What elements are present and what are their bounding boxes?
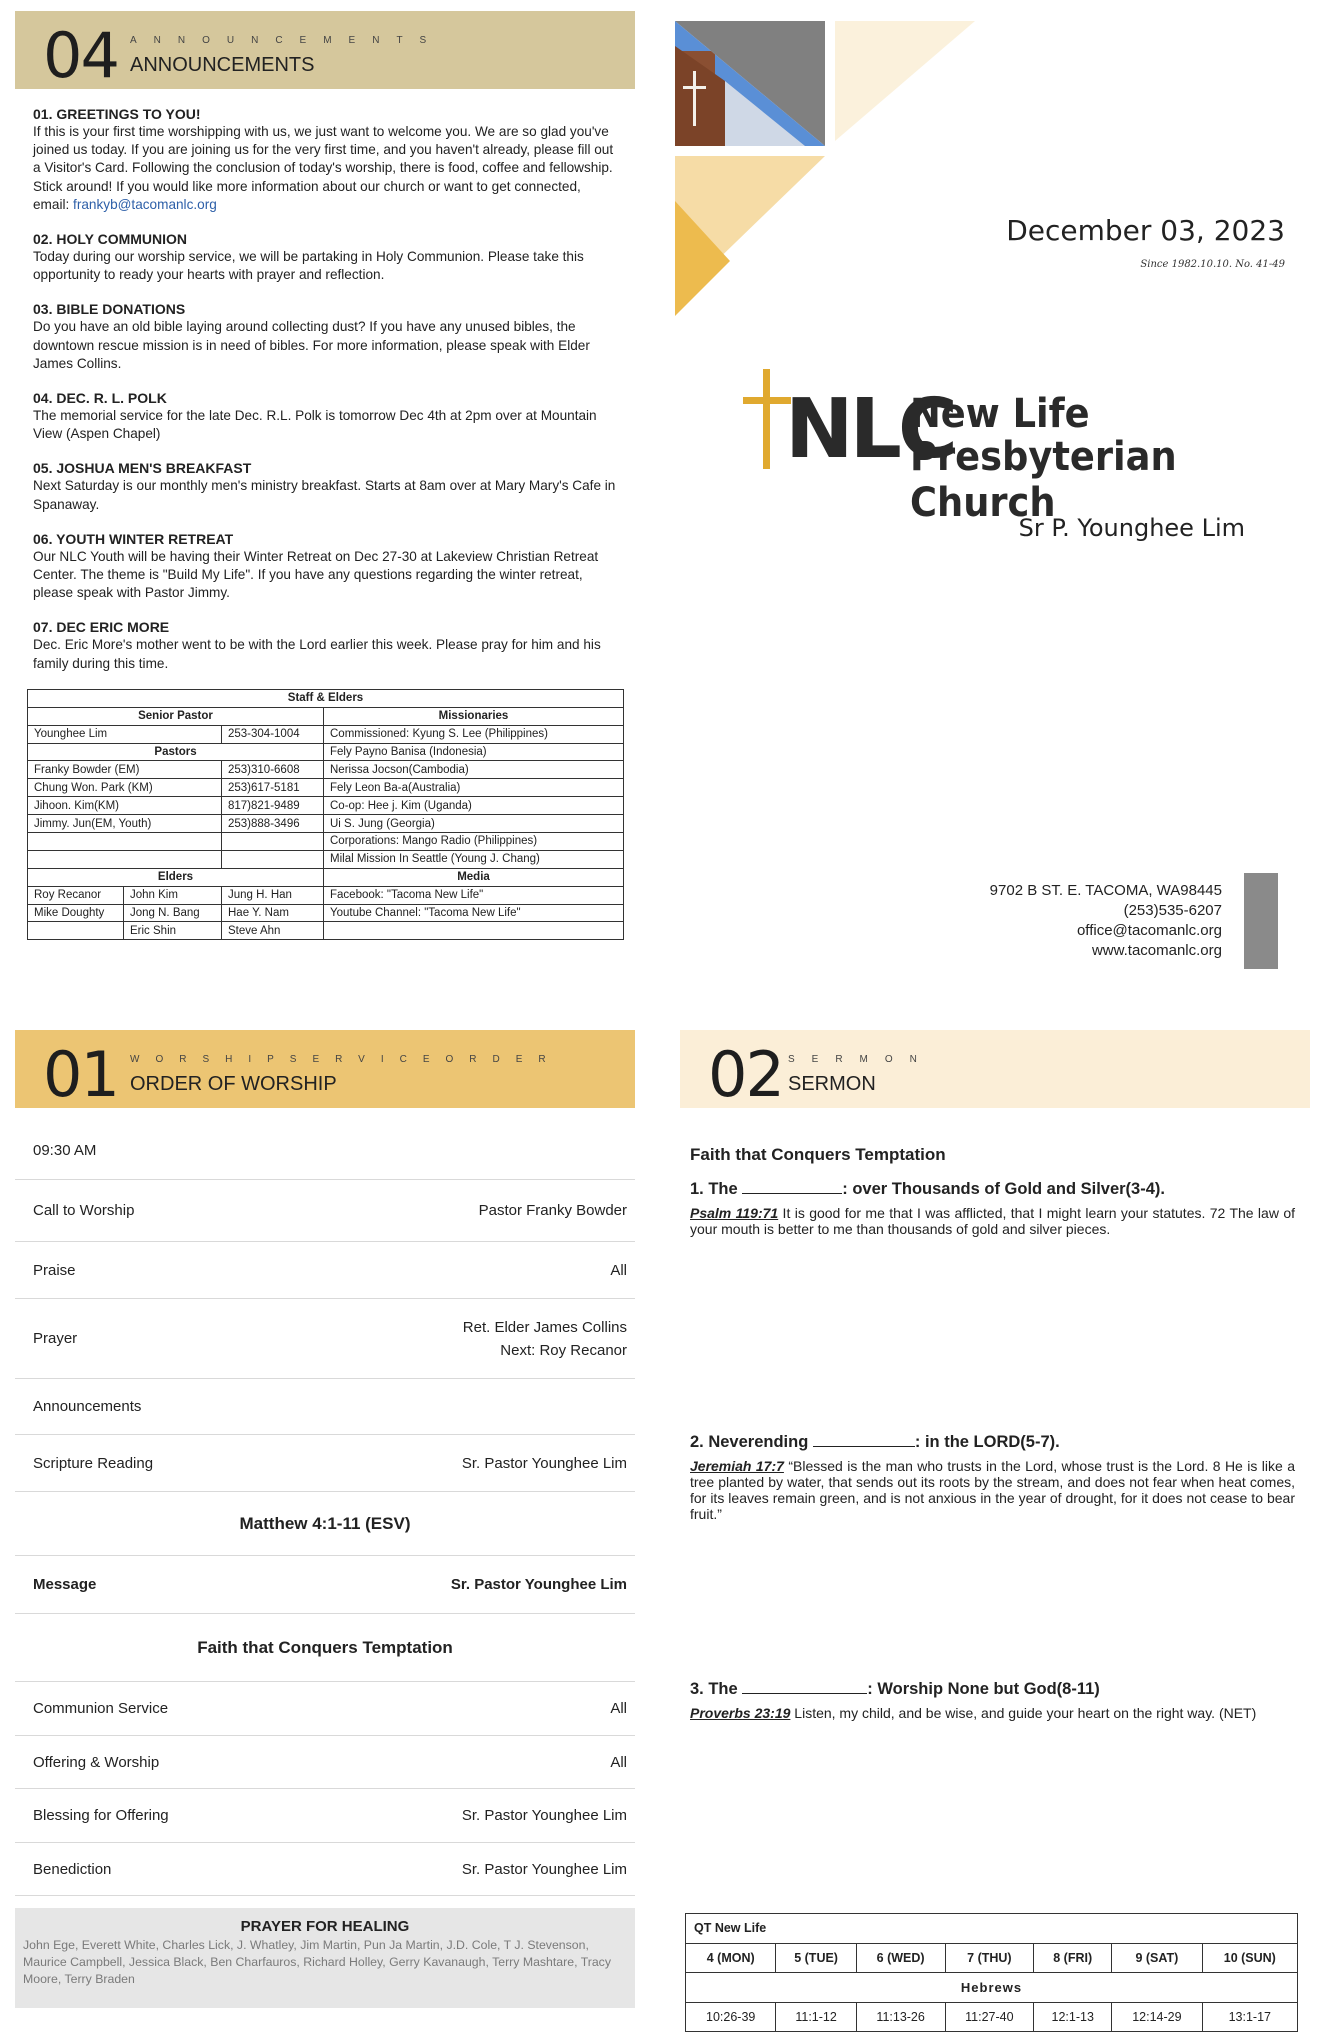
order-leader: All (610, 1753, 627, 1771)
order-label: Message (33, 1576, 97, 1593)
announcements-header (15, 11, 635, 92)
elder-name: Jong N. Bang (124, 904, 222, 922)
address-bar (1244, 873, 1278, 969)
order-label: Communion Service (33, 1700, 169, 1717)
announcement-list (15, 89, 635, 673)
website-link[interactable]: www.tacomanlc.org (1091, 942, 1222, 959)
missionary: Milal Mission In Seattle (Young J. Chang) (324, 850, 624, 868)
order-leader: Sr. Pastor Younghee Lim (450, 1576, 627, 1593)
scripture-ref: Jeremiah 17:7 (690, 1458, 784, 1474)
missionary: Fely Leon Ba-a(Australia) (324, 779, 624, 797)
sermon-main-title: Faith that Conquers Temptation (690, 1145, 946, 1164)
church-name-line1: New Life (910, 391, 1090, 437)
church-logo: NLC (785, 382, 955, 477)
announcement-heading: 06. YOUTH WINTER RETREAT (33, 530, 234, 547)
elder-name: Hae Y. Nam (222, 904, 324, 922)
media-label: Media (324, 868, 624, 886)
address-line: 9702 B ST. E. TACOMA, WA98445 (989, 882, 1222, 899)
healing-names: John Ege, Everett White, Charles Lick, J. Whatley, Jim Martin, Pun Ja Martin, J.D. Cole, T J. Stevenson, Maurice Campbell, Jessica Black, Ben Charfauros, Richard Holley, Gerry Kavanaugh, Terry Mashtare, Tracy Moore, Terry Braden (23, 1938, 611, 1986)
announcement-body (33, 407, 617, 443)
order-label: Prayer (33, 1330, 78, 1347)
order-label: Offering & Worship (33, 1753, 160, 1771)
senior-pastor-label: Senior Pastor (28, 707, 324, 725)
pastors-label: Pastors (28, 743, 324, 761)
order-label: Blessing for Offering (33, 1807, 169, 1824)
elder-name: Steve Ahn (222, 922, 324, 940)
point-suffix: : in the LORD(5-7). (914, 1433, 1060, 1451)
media-item (324, 922, 624, 940)
qt-day: 10 (SUN) (1202, 1943, 1297, 1973)
announcement-item (33, 459, 617, 513)
empty-cell (222, 832, 324, 850)
elder-name: John Kim (124, 886, 222, 904)
missionary: Corporations: Mango Radio (Philippines) (324, 832, 624, 850)
staff-elders-table (27, 689, 624, 940)
media-item: Youtube Channel: "Tacoma New Life" (324, 904, 624, 922)
order-row (15, 1180, 635, 1242)
announcement-text: Do you have an old bible laying around collecting dust? If you have any unused bibles, the downtown rescue mission is in need of bibles. For more information, please speak with Elder James Collins. (33, 319, 590, 371)
qt-day: 6 (WED) (856, 1943, 945, 1973)
order-row (15, 1789, 635, 1843)
point-heading (690, 1180, 1295, 1199)
section-spaced-title: ANNOUNCEMENTS (130, 35, 444, 46)
staff-phone: 253-304-1004 (222, 725, 324, 743)
church-address (990, 881, 1222, 961)
order-leader: Sr. Pastor Younghee Lim (461, 1860, 627, 1878)
qt-day: 4 (MON) (686, 1943, 776, 1973)
order-label: Benediction (33, 1860, 112, 1878)
announcements-panel (15, 11, 635, 996)
qt-reading: 12:14-29 (1112, 2002, 1202, 2032)
announcement-item (33, 389, 617, 443)
point-scripture (690, 1705, 1295, 1721)
empty-cell (28, 832, 222, 850)
announcement-heading: 04. DEC. R. L. POLK (33, 390, 167, 407)
qt-day: 5 (TUE) (776, 1943, 856, 1973)
church-name-line2: Presbyterian Church (910, 434, 1177, 526)
prayer-for-healing (15, 1908, 635, 2008)
section-title: SERMON (788, 1073, 876, 1095)
leader-line: Next: Roy Recanor (500, 1341, 627, 1359)
staff-phone: 253)617-5181 (222, 779, 324, 797)
worship-header (15, 1030, 635, 1111)
media-item: Facebook: "Tacoma New Life" (324, 886, 624, 904)
staff-name: Chung Won. Park (KM) (28, 779, 222, 797)
staff-name: Franky Bowder (EM) (28, 761, 222, 779)
fill-in-blank[interactable] (813, 1433, 915, 1447)
empty-cell (28, 850, 222, 868)
scripture-text: Listen, my child, and be wise, and guide your heart on the right way. (NET) (790, 1705, 1257, 1721)
section-number: 01 (43, 1038, 118, 1111)
point-prefix: 2. Neverending (690, 1433, 813, 1451)
announcement-text: Our NLC Youth will be having their Winter Retreat on Dec 27-30 at Lakeview Christian Retreat Center. The theme is "Build My Life". If you have any questions regarding the winter retreat, please speak with Pastor Jimmy. (33, 548, 599, 601)
announcement-body (33, 636, 617, 672)
announcement-heading: 05. JOSHUA MEN'S BREAKFAST (33, 460, 252, 477)
announcement-body (33, 477, 617, 513)
point-prefix: 3. The (690, 1680, 743, 1698)
staff-phone: 253)888-3496 (222, 815, 324, 833)
order-label: Scripture Reading (33, 1454, 154, 1472)
announcement-text: If this is your first time worshipping with us, we just want to welcome you. We are so glad you've joined us today. If you are joining us for the very first time, and you haven't already, please fill out a Visitor's Card. Following the conclusion of today's worship, there is food, coffee and fellowship. Stick around! If you would like more information about our church or want to get connected, email: (33, 124, 614, 212)
order-row-message (15, 1556, 635, 1614)
since-info: Since 1982.10.10. No. 41-49 (1140, 259, 1285, 270)
fill-in-blank[interactable] (742, 1180, 842, 1194)
missionary: Nerissa Jocson(Cambodia) (324, 761, 624, 779)
missionary: Fely Payno Banisa (Indonesia) (324, 743, 624, 761)
fill-in-blank[interactable] (742, 1680, 867, 1694)
announcement-heading: 07. DEC ERIC MORE (33, 619, 170, 636)
order-row (15, 1736, 635, 1789)
announcement-item (33, 530, 617, 603)
staff-phone: 817)821-9489 (222, 797, 324, 815)
elder-name: Roy Recanor (28, 886, 124, 904)
qt-reading: 13:1-17 (1202, 2002, 1297, 2032)
scripture-text: It is good for me that I was afflicted, that I might learn your statutes. 72 The law of your mouth is better to me than thousands of gold and silver pieces. (690, 1205, 1295, 1237)
qt-reading: 12:1-13 (1034, 2002, 1112, 2032)
sermon-panel (680, 1030, 1310, 2030)
order-leader: Sr. Pastor Younghee Lim (461, 1807, 627, 1824)
missionary: Commissioned: Kyung S. Lee (Philippines) (324, 725, 624, 743)
announcement-heading: 03. BIBLE DONATIONS (33, 301, 186, 318)
cream-triangle (835, 21, 975, 141)
staff-phone: 253)310-6608 (222, 761, 324, 779)
point-suffix: : Worship None but God(8-11) (867, 1680, 1100, 1698)
section-spaced-title: SERMON (788, 1054, 934, 1065)
email-link[interactable]: frankyb@tacomanlc.org (73, 196, 217, 212)
email-link[interactable]: office@tacomanlc.org (1076, 922, 1222, 939)
order-row (15, 1682, 635, 1736)
staff-name: Jihoon. Kim(KM) (28, 797, 222, 815)
sermon-point (690, 1180, 1295, 1237)
scripture-reference: Matthew 4:1-11 (ESV) (15, 1492, 635, 1556)
cover-panel (675, 11, 1305, 996)
announcement-body (33, 123, 617, 214)
qt-reading: 11:1-12 (776, 2002, 856, 2032)
order-row (15, 1435, 635, 1492)
announcement-item (33, 105, 617, 214)
elder-name: Eric Shin (124, 922, 222, 940)
order-leader: Sr. Pastor Younghee Lim (461, 1454, 627, 1472)
order-label: Call to Worship (33, 1202, 135, 1219)
elders-label: Elders (28, 868, 324, 886)
announcement-heading: 02. HOLY COMMUNION (33, 231, 188, 248)
bulletin-date: December 03, 2023 (1006, 214, 1285, 247)
sermon-point (690, 1433, 1295, 1522)
order-leader: All (610, 1261, 627, 1279)
section-spaced-title: WORSHIPSERVICEORDER (130, 1054, 562, 1065)
elder-name: Jung H. Han (222, 886, 324, 904)
announcement-text: Next Saturday is our monthly men's ministry breakfast. Starts at 8am over at Mary Mary's Cafe in Spanaway. (33, 478, 616, 512)
service-time: 09:30 AM (15, 1122, 635, 1180)
scripture-ref: Psalm 119:71 (690, 1205, 779, 1221)
point-suffix: : over Thousands of Gold and Silver(3-4). (842, 1180, 1165, 1198)
qt-reading: 11:27-40 (945, 2002, 1034, 2032)
order-row (15, 1242, 635, 1299)
order-label: Praise (33, 1261, 76, 1279)
missionary: Ui S. Jung (Georgia) (324, 815, 624, 833)
missionaries-label: Missionaries (324, 707, 624, 725)
qt-day: 9 (SAT) (1112, 1943, 1202, 1973)
sermon-title: Faith that Conquers Temptation (15, 1614, 635, 1682)
cover-graphic (675, 11, 985, 321)
empty-cell (222, 850, 324, 868)
announcement-item (33, 300, 617, 373)
worship-panel (15, 1030, 635, 2030)
announcement-body (33, 248, 617, 284)
sermon-header (680, 1030, 1310, 1111)
qt-days-row (686, 1943, 1298, 1973)
scripture-text: “Blessed is the man who trusts in the Lord, whose trust is the Lord. 8 He is like a tree planted by water, that sends out its roots by the stream, and does not fear when heat comes, for its leaves remain green, and is not anxious in the year of drought, for it does not cease to bear fruit.” (690, 1458, 1295, 1522)
announcement-item (33, 230, 617, 284)
point-scripture (690, 1205, 1295, 1237)
order-leader: All (610, 1700, 627, 1717)
qt-book: Hebrews (686, 1973, 1298, 2003)
section-title: ANNOUNCEMENTS (130, 54, 315, 76)
staff-name: Jimmy. Jun(EM, Youth) (28, 815, 222, 833)
announcement-text: The memorial service for the late Dec. R.L. Polk is tomorrow Dec 4th at 2pm over at Mountain View (Aspen Chapel) (33, 408, 597, 442)
order-row (15, 1379, 635, 1435)
order-row (15, 1843, 635, 1896)
announcement-text: Dec. Eric More's mother went to be with the Lord earlier this week. Please pray for him and his family during this time. (33, 637, 601, 671)
order-leader (463, 1316, 627, 1362)
order-label: Announcements (33, 1398, 142, 1415)
announcement-item (33, 618, 617, 672)
senior-pastor-name: Sr P. Younghee Lim (1018, 514, 1245, 542)
order-row (15, 1299, 635, 1379)
point-scripture (690, 1458, 1295, 1522)
qt-day: 8 (FRI) (1034, 1943, 1112, 1973)
point-heading (690, 1680, 1295, 1699)
qt-reading: 11:13-26 (856, 2002, 945, 2032)
missionary: Co-op: Hee j. Kim (Uganda) (324, 797, 624, 815)
healing-title: PRAYER FOR HEALING (240, 1918, 410, 1935)
qt-day: 7 (THU) (945, 1943, 1034, 1973)
elder-name: Mike Doughty (28, 904, 124, 922)
leader-line: Ret. Elder James Collins (462, 1318, 627, 1336)
elder-name (28, 922, 124, 940)
section-title: ORDER OF WORSHIP (130, 1073, 337, 1095)
staff-name: Younghee Lim (28, 725, 222, 743)
qt-reading: 10:26-39 (686, 2002, 776, 2032)
qt-title: QT New Life (686, 1914, 1298, 1944)
scripture-ref: Proverbs 23:19 (690, 1705, 791, 1721)
staff-title: Staff & Elders (28, 689, 624, 707)
section-number: 04 (43, 19, 118, 92)
section-number: 02 (708, 1038, 783, 1111)
order-leader: Pastor Franky Bowder (478, 1202, 627, 1219)
announcement-body (33, 318, 617, 373)
announcement-heading: 01. GREETINGS TO YOU! (33, 106, 201, 122)
point-heading (690, 1433, 1295, 1452)
qt-readings-row (686, 2002, 1298, 2032)
point-prefix: 1. The (690, 1180, 743, 1198)
announcement-body (33, 548, 617, 603)
announcement-text: Today during our worship service, we will be partaking in Holy Communion. Please take this opportunity to ready your hearts with prayer and reflection. (33, 249, 584, 283)
sermon-point (690, 1680, 1295, 1721)
qt-reading-table (685, 1913, 1298, 2032)
phone: (253)535-6207 (1123, 902, 1222, 919)
